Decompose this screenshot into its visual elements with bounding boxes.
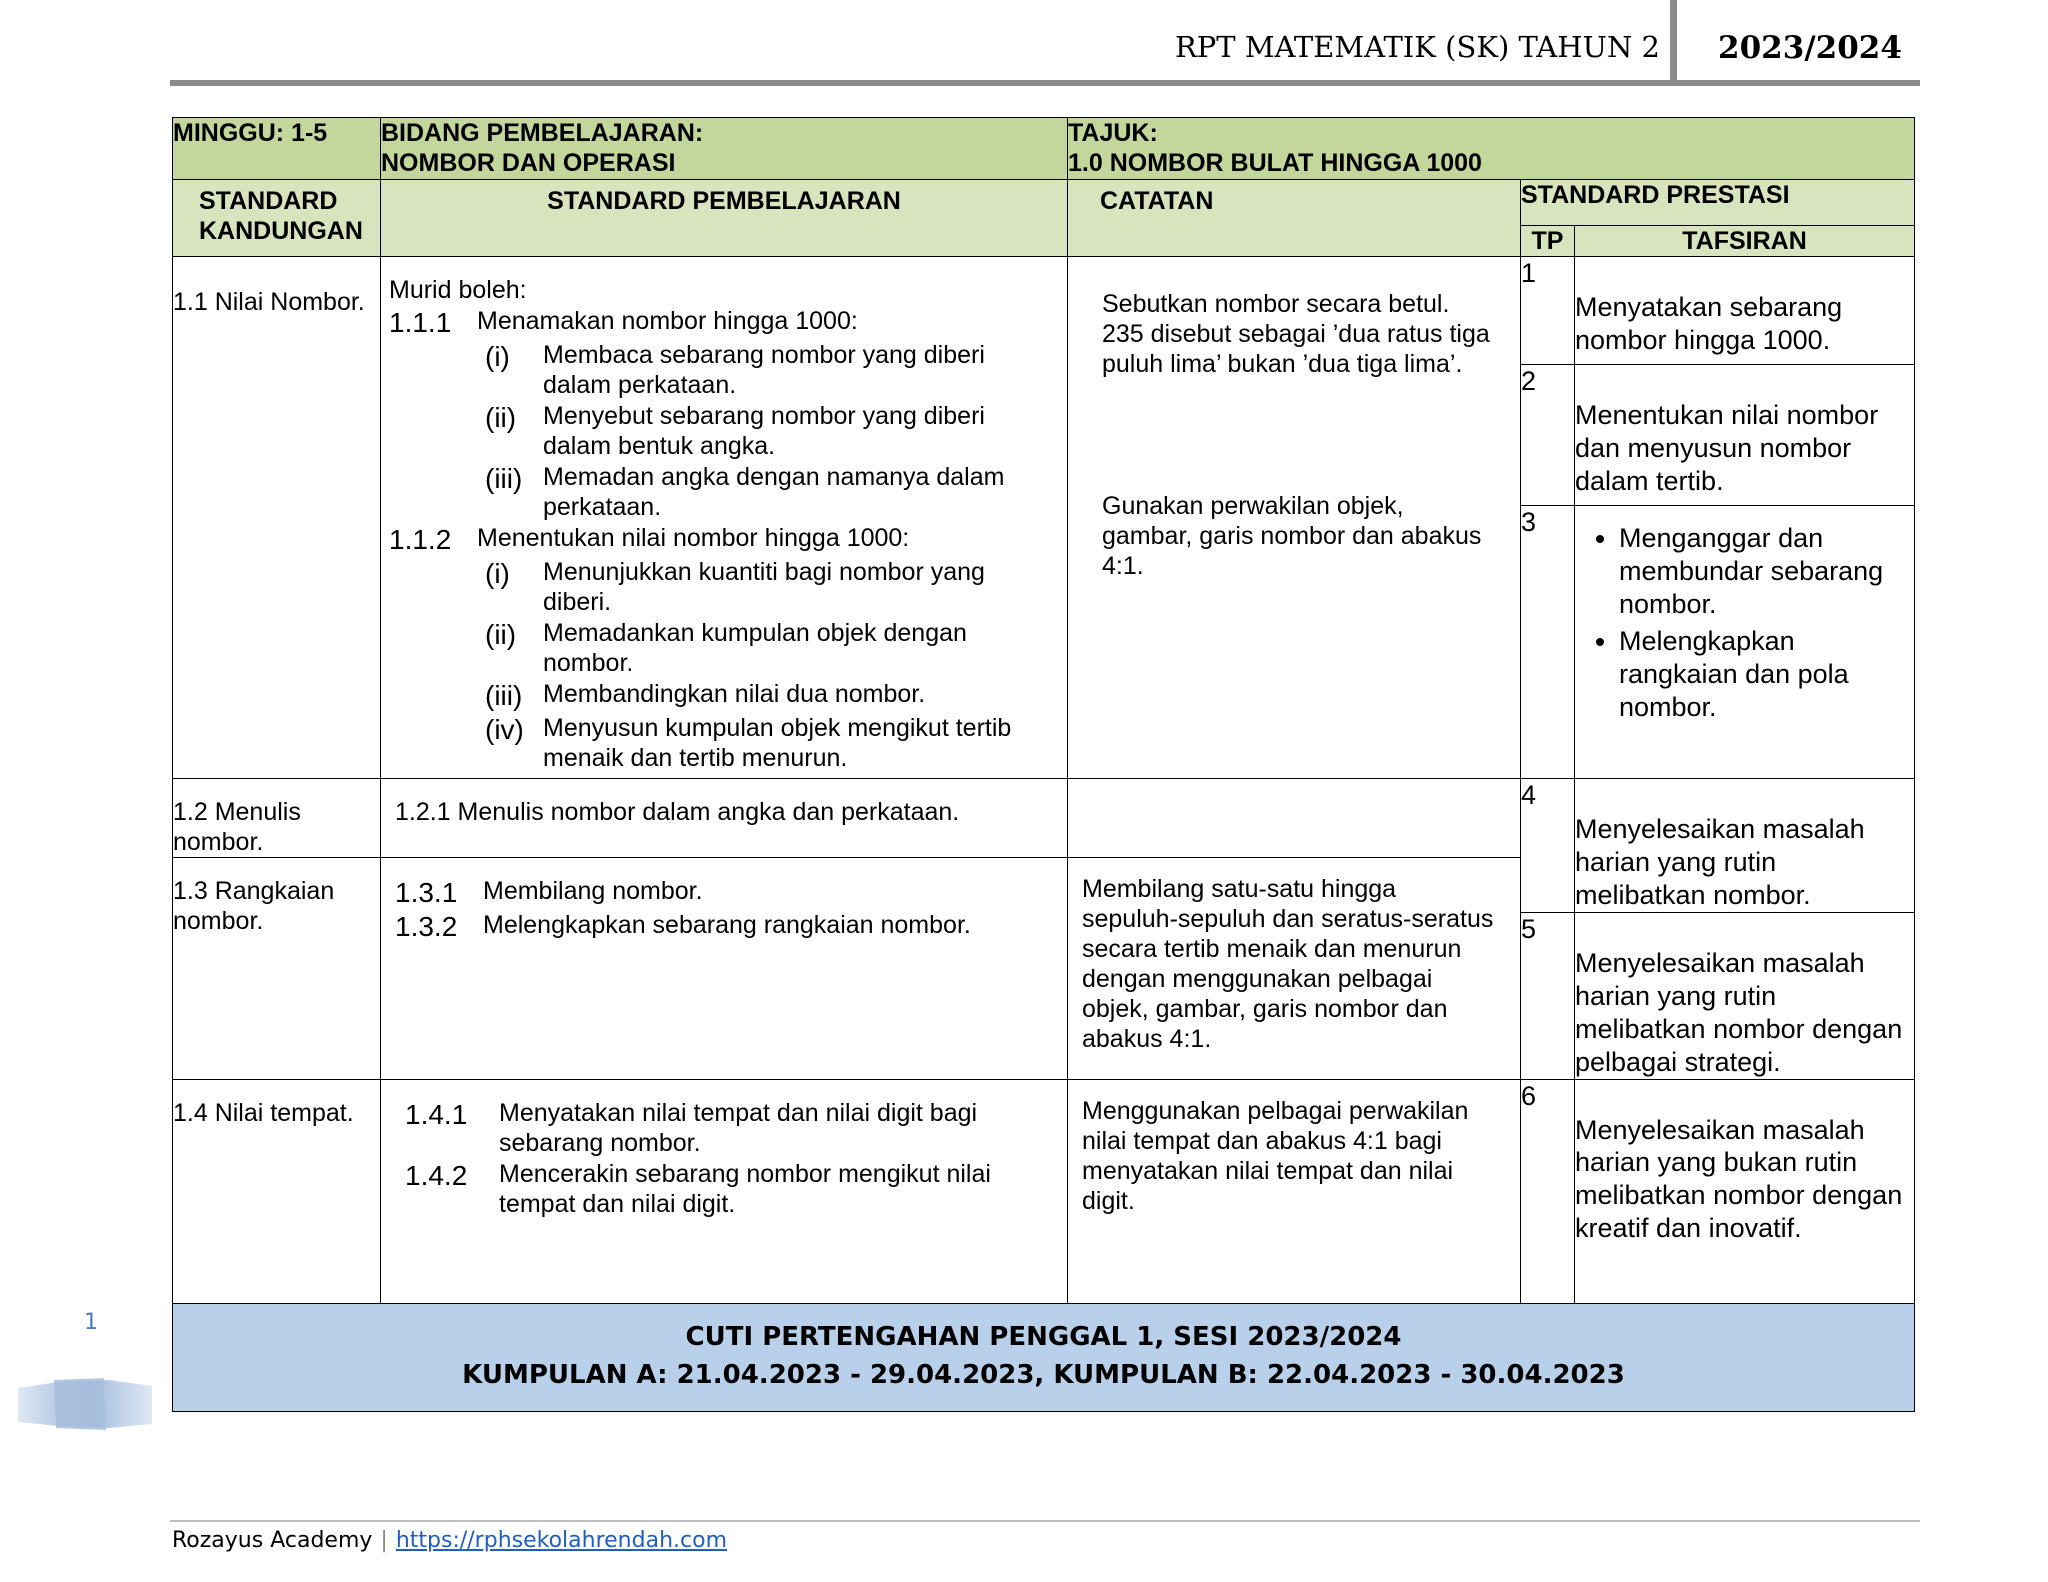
tp-level — [1521, 257, 1575, 365]
col-catatan-label: CATATAN — [1100, 187, 1214, 215]
tp-level — [1521, 912, 1575, 1079]
tp-number: 5 — [1521, 913, 1537, 944]
col-tp-label: TP — [1531, 227, 1564, 255]
sp-nilai-nombor — [381, 257, 1068, 779]
tafsiran-list — [1575, 522, 1914, 724]
sp-item-number: 1.3.1 — [395, 876, 458, 908]
sp-subitem-numeral: (iii) — [485, 679, 523, 711]
page-number: 1 — [84, 1310, 98, 1335]
sk-rangkaian-nombor — [173, 857, 381, 1079]
sp-item-text: Mencerakin sebarang nombor mengikut nilai tempat dan nilai digit. — [499, 1159, 991, 1219]
bidang-value: NOMBOR DAN OPERASI — [381, 149, 676, 177]
catatan-nilai-nombor — [1068, 257, 1521, 779]
page-corner-decoration-icon — [18, 1378, 152, 1430]
sp-item — [405, 1098, 1053, 1159]
sp-subitem — [389, 557, 1059, 618]
sp-subitem-text: Membaca sebarang nombor yang diberi dalam perkataan. — [543, 340, 985, 400]
footer-org: Rozayus Academy — [172, 1528, 373, 1553]
catatan-text: Gunakan perwakilan objek, gambar, garis nombor dan abakus 4:1. — [1102, 492, 1482, 580]
footer-rule — [170, 1520, 1920, 1522]
sp-nilai-tempat — [381, 1079, 1068, 1303]
tafsiran-text: Menyelesaikan masalah harian yang bukan rutin melibatkan nombor dengan kreatif dan inovatif. — [1575, 1114, 1903, 1244]
tp-level — [1521, 1079, 1575, 1303]
sp-item — [389, 523, 1059, 557]
col-standard-kandungan-label: STANDARD KANDUNGAN — [199, 187, 363, 245]
tafsiran-text: Menyatakan sebarang nombor hingga 1000. — [1575, 292, 1843, 355]
sk-nilai-tempat — [173, 1079, 381, 1303]
col-standard-kandungan — [173, 180, 381, 257]
col-standard-pembelajaran-label: STANDARD PEMBELAJARAN — [547, 187, 901, 215]
catatan-rangkaian-nombor — [1068, 857, 1521, 1079]
sk-text: 1.2 Menulis nombor. — [173, 797, 301, 856]
cuti-row — [173, 1303, 1915, 1411]
tp-number: 2 — [1521, 365, 1537, 396]
sp-subitem-text: Memadan angka dengan namanya dalam perkataan. — [543, 462, 1005, 522]
sp-subitem-numeral: (i) — [485, 557, 510, 589]
tajuk-cell — [1068, 118, 1915, 180]
catatan-nilai-tempat — [1068, 1079, 1521, 1303]
tp-level — [1521, 506, 1575, 779]
sp-item — [405, 1159, 1053, 1220]
cuti-dates: KUMPULAN A: 21.04.2023 - 29.04.2023, KUMPULAN B: 22.04.2023 - 30.04.2023 — [462, 1360, 1625, 1391]
sk-menulis-nombor — [173, 778, 381, 857]
sp-item — [395, 876, 1053, 910]
cuti-title: CUTI PERTENGAHAN PENGGAL 1, SESI 2023/2024 — [685, 1322, 1402, 1353]
sp-subitem — [389, 618, 1059, 679]
sp-subitem-numeral: (i) — [485, 340, 510, 372]
catatan-text: Menggunakan pelbagai perwakilan nilai tempat dan abakus 4:1 bagi menyatakan nilai tempat dan nilai digit. — [1082, 1096, 1469, 1215]
tafsiran-cell — [1575, 912, 1915, 1079]
sp-item-text: Melengkapkan sebarang rangkaian nombor. — [483, 911, 971, 940]
tp-number: 3 — [1521, 507, 1537, 538]
tajuk-value: 1.0 NOMBOR BULAT HINGGA 1000 — [1068, 149, 1482, 177]
sp-list — [405, 1098, 1053, 1220]
tp-number: 6 — [1521, 1080, 1537, 1111]
sp-subitem-numeral: (iv) — [485, 713, 524, 745]
tp-number: 4 — [1521, 779, 1537, 810]
col-standard-pembelajaran — [381, 180, 1068, 257]
col-catatan — [1068, 180, 1521, 257]
tp-level — [1521, 778, 1575, 912]
tafsiran-text: Menentukan nilai nombor dan menyusun nombor dalam tertib. — [1575, 399, 1879, 496]
sp-item-number: 1.4.2 — [405, 1159, 468, 1191]
bidang-cell — [381, 118, 1068, 180]
sp-subitem — [389, 713, 1059, 774]
sp-item — [395, 910, 1053, 944]
catatan-empty — [1068, 778, 1521, 857]
footer-separator: | — [380, 1528, 388, 1553]
sp-item-number: 1.4.1 — [405, 1098, 468, 1130]
col-standard-prestasi-label: STANDARD PRESTASI — [1521, 181, 1790, 209]
rpt-table — [172, 117, 1915, 1412]
table-row — [173, 1079, 1915, 1303]
minggu-label: MINGGU: 1-5 — [173, 119, 328, 147]
header-rule — [170, 80, 1920, 86]
table-row — [173, 257, 1915, 365]
col-standard-prestasi — [1521, 180, 1915, 226]
sp-item-number: 1.1.2 — [389, 523, 452, 555]
sk-text: 1.3 Rangkaian nombor. — [173, 876, 335, 935]
sp-subitem-text: Memadankan kumpulan objek dengan nombor. — [543, 618, 967, 678]
tafsiran-cell — [1575, 1079, 1915, 1303]
column-header-row — [173, 180, 1915, 226]
sp-intro: Murid boleh: — [389, 276, 527, 304]
sp-item-number: 1.3.2 — [395, 911, 458, 943]
tafsiran-bullet: • Menganggar dan membundar sebarang nombor. — [1619, 522, 1914, 621]
catatan-text: Membilang satu-satu hingga sepuluh-sepuluh dan seratus-seratus secara tertib menaik dan menurun dengan menggunakan pelbagai objek, gambar, garis nombor dan abakus 4:1. — [1082, 874, 1494, 1053]
sp-subitem — [389, 340, 1059, 401]
tafsiran-text: Menyelesaikan masalah harian yang rutin melibatkan nombor. — [1575, 813, 1865, 910]
top-header-row — [173, 118, 1915, 180]
sp-item-text: Menentukan nilai nombor hingga 1000: — [477, 523, 910, 552]
tafsiran-bullet: • Melengkapkan rangkaian dan pola nombor. — [1619, 625, 1914, 724]
sp-menulis-nombor — [381, 778, 1068, 857]
sk-nilai-nombor — [173, 257, 381, 779]
document-title: RPT MATEMATIK (SK) TAHUN 2 — [1174, 30, 1660, 64]
col-tafsiran-label: TAFSIRAN — [1682, 227, 1807, 255]
sp-item-text: Menamakan nombor hingga 1000: — [477, 306, 858, 335]
sp-subitem-numeral: (iii) — [485, 462, 523, 494]
tajuk-label: TAJUK: — [1068, 119, 1158, 147]
col-tp — [1521, 226, 1575, 257]
sp-item-text: Membilang nombor. — [483, 876, 703, 905]
sp-subitem-numeral: (ii) — [485, 618, 517, 650]
sp-subitem-text: Menyusun kumpulan objek mengikut tertib menaik dan tertib menurun. — [543, 713, 1012, 773]
footer-link[interactable]: https://rphsekolahrendah.com — [395, 1528, 727, 1553]
sp-list — [395, 876, 1053, 944]
document-year: 2023/2024 — [1718, 30, 1902, 66]
tp-level — [1521, 364, 1575, 506]
sp-line: 1.2.1 Menulis nombor dalam angka dan perkataan. — [395, 797, 960, 826]
sp-item-text: Menyatakan nilai tempat dan nilai digit bagi sebarang nombor. — [499, 1098, 978, 1158]
sp-subitem-text: Menunjukkan kuantiti bagi nombor yang diberi. — [543, 557, 985, 617]
sk-text: 1.4 Nilai tempat. — [173, 1098, 354, 1127]
header-divider — [1670, 0, 1677, 84]
sp-list — [389, 275, 1059, 774]
table-row — [173, 778, 1915, 857]
tafsiran-cell — [1575, 506, 1915, 779]
tp-number: 1 — [1521, 258, 1537, 288]
cuti-banner — [173, 1303, 1915, 1411]
sp-item — [389, 306, 1059, 340]
sp-subitem — [389, 401, 1059, 462]
bidang-label: BIDANG PEMBELAJARAN: — [381, 119, 704, 147]
tafsiran-cell — [1575, 364, 1915, 506]
catatan-text: Sebutkan nombor secara betul. 235 disebut sebagai ’dua ratus tiga puluh lima’ bukan ’dua tiga lima’. — [1102, 290, 1490, 378]
sp-subitem — [389, 679, 1059, 713]
sp-subitem — [389, 462, 1059, 523]
col-tafsiran — [1575, 226, 1915, 257]
sp-subitem-numeral: (ii) — [485, 401, 517, 433]
sp-item-number: 1.1.1 — [389, 306, 452, 338]
minggu-cell — [173, 118, 381, 180]
tafsiran-text: Menyelesaikan masalah harian yang rutin melibatkan nombor dengan pelbagai strategi. — [1575, 947, 1903, 1077]
tafsiran-cell — [1575, 778, 1915, 912]
tafsiran-cell — [1575, 257, 1915, 365]
sk-text: 1.1 Nilai Nombor. — [173, 288, 365, 316]
sp-rangkaian-nombor — [381, 857, 1068, 1079]
sp-subitem-text: Menyebut sebarang nombor yang diberi dalam bentuk angka. — [543, 401, 985, 461]
sp-subitem-text: Membandingkan nilai dua nombor. — [543, 679, 926, 708]
footer — [172, 1528, 727, 1553]
